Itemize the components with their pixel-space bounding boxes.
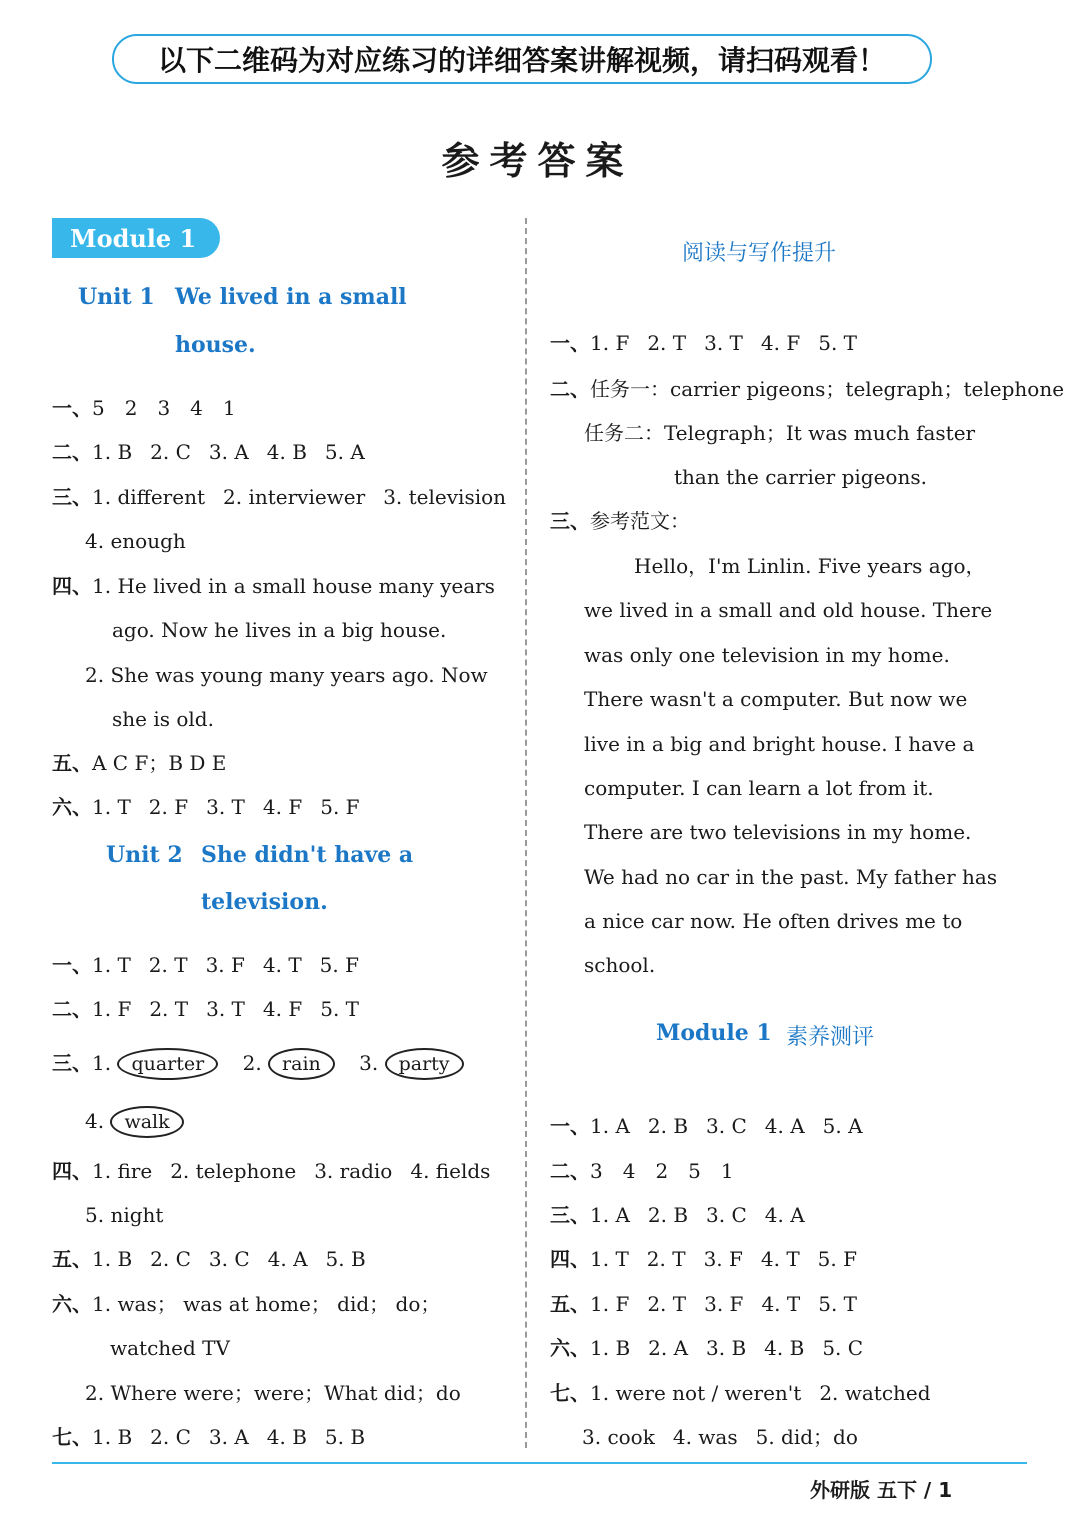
essay-line: live in a big and bright house. I have a (584, 732, 975, 756)
rw-q2-task2-cont: than the carrier pigeons. (674, 465, 927, 489)
essay-line: There wasn't a computer. But now we (584, 687, 968, 711)
essay-line: we lived in a small and old house. There (584, 598, 993, 622)
u2-q6-1: 六、1. was； was at home； did； do； (52, 1292, 441, 1316)
module-badge: Module 1 (52, 218, 220, 258)
assessment-title-cn: 素养测评 (786, 1025, 875, 1050)
u1-q4-1: 四、1. He lived in a small house many years (52, 574, 495, 598)
u1-q3-cont: 4. enough (85, 529, 186, 553)
circled-word: walk (110, 1106, 183, 1138)
column-divider (525, 218, 527, 1448)
essay-line: computer. I can learn a lot from it. (584, 776, 934, 800)
as-q3: 三、1. A 2. B 3. C 4. A (550, 1203, 805, 1227)
u2-q2: 二、1. F 2. T 3. T 4. F 5. T (52, 997, 359, 1021)
u1-q4-1-cont: ago. Now he lives in a big house. (112, 618, 447, 642)
as-q7: 七、1. were not / weren't 2. watched (550, 1381, 931, 1405)
u1-q1: 一、5 2 3 4 1 (52, 396, 236, 420)
circled-word: rain (268, 1048, 335, 1080)
u1-q2: 二、1. B 2. C 3. A 4. B 5. A (52, 440, 365, 464)
as-q1: 一、1. A 2. B 3. C 4. A 5. A (550, 1114, 863, 1138)
rw-q2-task1: 二、任务一：carrier pigeons；telegraph；telephone (550, 377, 1065, 401)
u2-q4: 四、1. fire 2. telephone 3. radio 4. fields (52, 1159, 491, 1183)
u2-q1: 一、1. T 2. T 3. F 4. T 5. F (52, 953, 359, 977)
u1-q5: 五、A C F；B D E (52, 751, 227, 775)
u1-q4-2: 2. She was young many years ago. Now (85, 663, 488, 687)
essay-line: We had no car in the past. My father has (584, 865, 998, 889)
as-q5: 五、1. F 2. T 3. F 4. T 5. T (550, 1292, 857, 1316)
rw-q3-label: 三、参考范文： (550, 509, 690, 533)
essay-line: school. (584, 953, 656, 977)
unit2-title-line1: She didn't have a (201, 842, 414, 868)
unit1-label: Unit 1 (78, 284, 155, 310)
u2-q3-cont: 4. walk (85, 1106, 184, 1138)
as-q6: 六、1. B 2. A 3. B 4. B 5. C (550, 1336, 864, 1360)
essay-line: was only one television in my home. (584, 643, 950, 667)
u1-q4-2-cont: she is old. (112, 707, 214, 731)
assessment-title-en: Module 1 (656, 1020, 772, 1046)
circled-word: quarter (117, 1048, 218, 1080)
reading-section-title: 阅读与写作提升 (682, 241, 837, 266)
essay-line: a nice car now. He often drives me to (584, 909, 963, 933)
unit2-label: Unit 2 (106, 842, 183, 868)
u2-q3: 三、1. quarter 2. rain 3. party (52, 1048, 464, 1080)
rw-q1: 一、1. F 2. T 3. T 4. F 5. T (550, 331, 857, 355)
as-q2: 二、3 4 2 5 1 (550, 1159, 734, 1183)
essay-line: Hello，I'm Linlin. Five years ago， (634, 554, 986, 578)
u2-q7: 七、1. B 2. C 3. A 4. B 5. B (52, 1425, 366, 1449)
unit1-title-line2: house. (175, 332, 256, 358)
page-footer: 外研版 五下 / 1 (810, 1478, 953, 1502)
u2-q6-1-cont: watched TV (110, 1336, 230, 1360)
qr-banner: 以下二维码为对应练习的详细答案讲解视频，请扫码观看！ (112, 34, 932, 84)
u2-q5: 五、1. B 2. C 3. C 4. A 5. B (52, 1247, 366, 1271)
as-q4: 四、1. T 2. T 3. F 4. T 5. F (550, 1247, 857, 1271)
unit2-title-line2: television. (201, 889, 328, 915)
u2-q6-2: 2. Where were；were；What did；do (85, 1381, 461, 1405)
essay-line: There are two televisions in my home. (584, 820, 972, 844)
footer-rule (52, 1462, 1027, 1464)
as-q7-cont: 3. cook 4. was 5. did；do (582, 1425, 858, 1449)
u2-q4-cont: 5. night (85, 1203, 164, 1227)
rw-q2-task2: 任务二：Telegraph；It was much faster (584, 421, 976, 445)
u1-q3: 三、1. different 2. interviewer 3. television (52, 485, 507, 509)
page-title: 参考答案 (441, 139, 634, 183)
u1-q6: 六、1. T 2. F 3. T 4. F 5. F (52, 795, 360, 819)
circled-word: party (385, 1048, 464, 1080)
unit1-title-line1: We lived in a small (175, 284, 407, 310)
